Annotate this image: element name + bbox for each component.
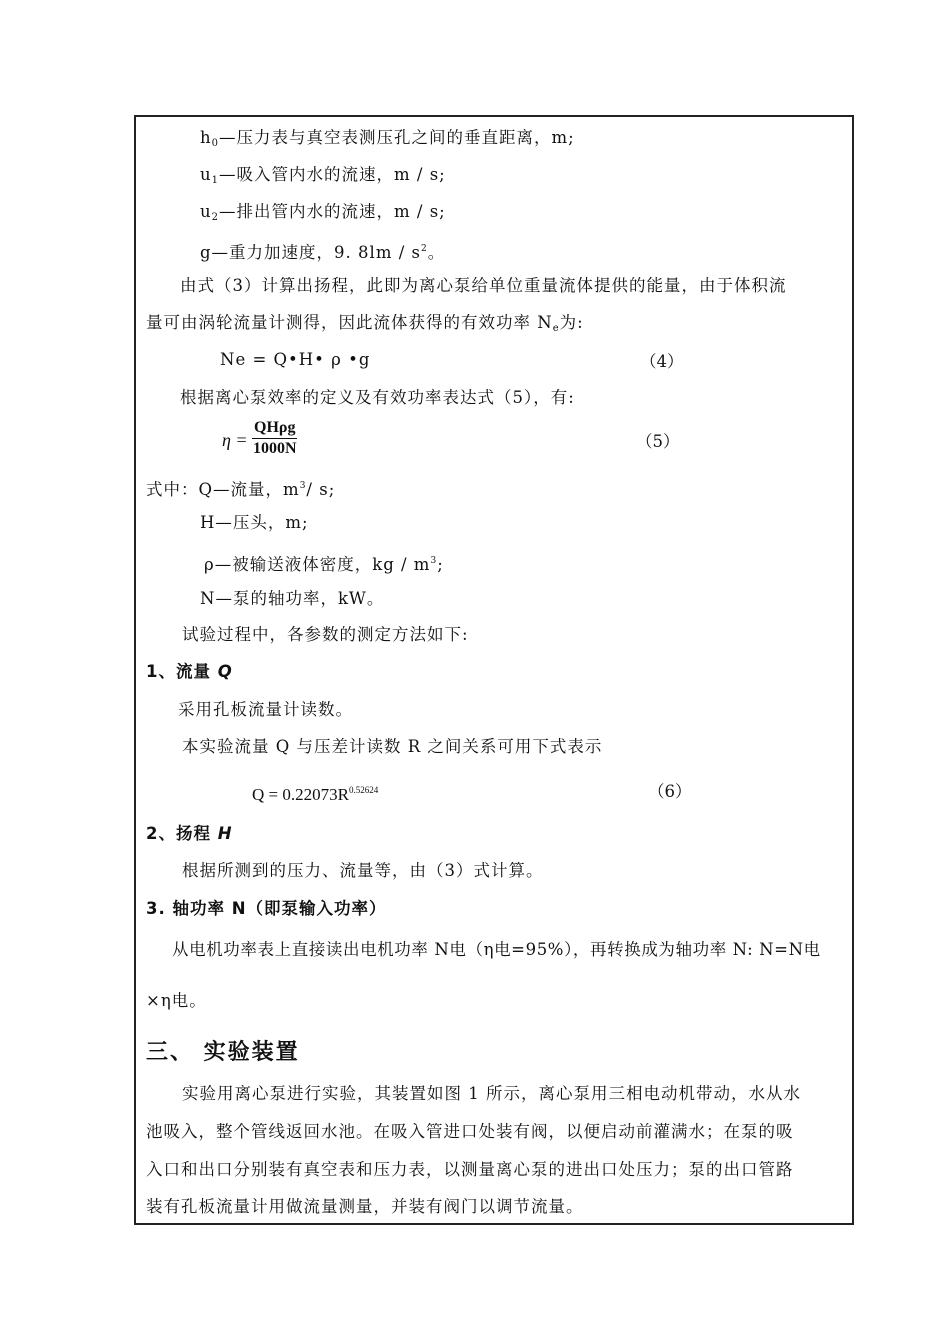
para2: 根据离心泵效率的定义及有效功率表达式（5），有: <box>180 388 575 407</box>
equation-4-number: （4） <box>640 352 684 371</box>
sec1-line2: 本实验流量 Q 与压差计读数 R 之间关系可用下式表示 <box>182 737 603 756</box>
def-h0: $h_0—$压力表与真空表测压孔之间的垂直距离，m; <box>200 128 575 149</box>
sec3-line2: ×η电。 <box>146 991 207 1010</box>
equation-4: Ne = Q•H• ρ •g <box>220 350 371 369</box>
def-g: g—重力加速度，9. $8lm / s^2$。 <box>200 243 446 262</box>
para1-line1: 由式（3）计算出扬程，此即为离心泵给单位重量流体提供的能量，由于体积流 <box>180 276 787 295</box>
where-n: N—泵的轴功率，kW。 <box>200 589 385 608</box>
equation-5-number: （5） <box>636 432 680 451</box>
fraction-denominator: 1000N <box>252 440 297 457</box>
eta-lhs: η = <box>222 430 248 450</box>
apparatus-line1: 实验用离心泵进行实验，其装置如图 1 所示，离心泵用三相电动机带动，水从水 <box>182 1084 801 1103</box>
section-heading-apparatus: 三、 实验装置 <box>146 1040 300 1065</box>
sec3-title: 3. 轴功率 N（即泵输入功率） <box>146 899 387 918</box>
sec1-title: 1、流量 Q <box>146 662 233 681</box>
para3: 试验过程中，各参数的测定方法如下: <box>182 625 469 644</box>
apparatus-line4: 装有孔板流量计用做流量测量，并装有阀门以调节流量。 <box>146 1197 584 1216</box>
def-u2: $u_2—$排出管内水的流速，m / s; <box>200 202 446 223</box>
para1-line2: 量可由涡轮流量计测得，因此流体获得的有效功率 $N_e$为: <box>146 313 584 334</box>
apparatus-line2: 池吸入，整个管线返回水池。在吸入管进口处装有阀，以便启动前灌满水；在泵的吸 <box>146 1122 794 1141</box>
equation-6: $Q = 0.22073R^{0.52624}$ <box>252 785 379 804</box>
sec3-line1: 从电机功率表上直接读出电机功率 N电（η电=95%），再转换成为轴功率 N: N=N电 <box>172 940 821 959</box>
apparatus-line3: 入口和出口分别装有真空表和压力表，以测量离心泵的进出口处压力；泵的出口管路 <box>146 1160 794 1179</box>
where-q: 式中：Q—流量，$m^3/$ s; <box>146 480 336 499</box>
sec1-line1: 采用孔板流量计读数。 <box>178 700 353 719</box>
equation-6-number: （6） <box>648 782 692 801</box>
def-u1: $u_1—$吸入管内水的流速，m / s; <box>200 165 446 186</box>
fraction-numerator: QHρg <box>254 419 296 436</box>
equation-5-fraction <box>252 418 297 459</box>
sec2-line1: 根据所测到的压力、流量等，由（3）式计算。 <box>182 861 544 880</box>
where-rho: ρ—被输送液体密度，kg / $m^3$; <box>204 555 444 574</box>
where-h: H—压头，m; <box>200 513 309 532</box>
sec2-title: 2、扬程 H <box>146 824 233 843</box>
